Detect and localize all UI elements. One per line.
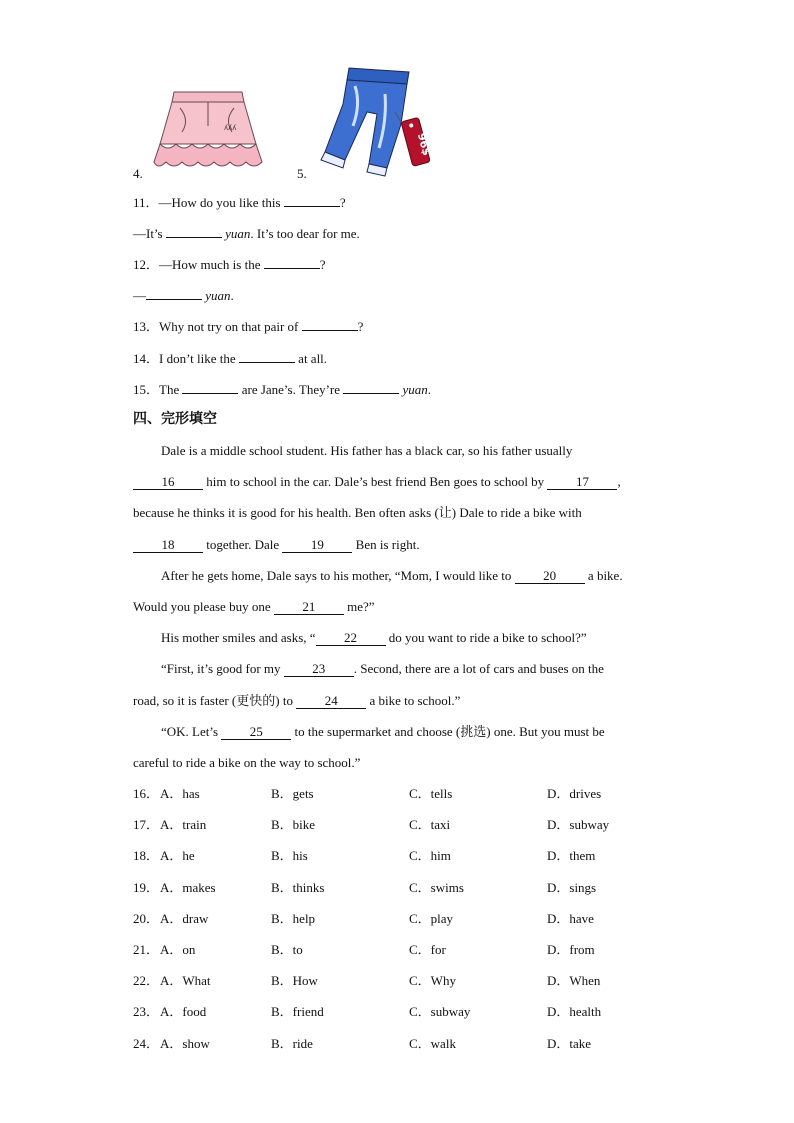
option-number: 16．	[133, 786, 160, 801]
passage-line-1: Dale is a middle school student. His father has a black car, so his father usually	[161, 443, 573, 458]
question-12-reply: — yuan.	[133, 288, 234, 303]
cloze-blank-18[interactable]: 18	[133, 538, 203, 553]
passage-line-4: 18 together. Dale 19 Ben is right.	[133, 537, 420, 553]
option-b[interactable]: B．his	[271, 848, 308, 863]
option-b[interactable]: B．help	[271, 911, 316, 926]
passage-line-6: Would you please buy one 21 me?”	[133, 599, 375, 614]
option-c[interactable]: C．taxi	[409, 817, 451, 832]
option-d[interactable]: D．drives	[547, 786, 602, 801]
section-heading: 四、完形填空	[133, 411, 217, 427]
option-b[interactable]: B．to	[271, 942, 303, 957]
option-a[interactable]: A．show	[160, 1036, 210, 1051]
picture-label-5: 5.	[297, 166, 307, 181]
answer-blank[interactable]	[302, 317, 358, 331]
answer-blank[interactable]	[146, 286, 202, 300]
option-a[interactable]: A．makes	[160, 880, 216, 895]
option-number: 19．	[133, 880, 160, 895]
passage-line-2: 16 him to school in the car. Dale’s best friend Ben goes to school by 17 ,	[133, 474, 621, 490]
price-tag-text: 96$	[414, 131, 434, 158]
answer-blank[interactable]	[182, 380, 238, 394]
cloze-blank-16[interactable]: 16	[133, 475, 203, 490]
cloze-blank-25[interactable]: 25	[221, 725, 291, 740]
passage-line-3: because he thinks it is good for his health. Ben often asks (让) Dale to ride a bike with	[133, 505, 582, 520]
option-c[interactable]: C．play	[409, 911, 454, 926]
passage-line-7: His mother smiles and asks, “ 22 do you want to ride a bike to school?”	[161, 630, 587, 645]
skirt-illustration	[150, 86, 268, 172]
option-number: 22．	[133, 973, 160, 988]
cloze-blank-21[interactable]: 21	[274, 600, 344, 615]
option-a[interactable]: A．What	[160, 973, 211, 988]
option-d[interactable]: D．When	[547, 973, 601, 988]
option-b[interactable]: B．friend	[271, 1004, 324, 1019]
option-b[interactable]: B．gets	[271, 786, 314, 801]
option-number: 23．	[133, 1004, 160, 1019]
passage-line-10: “OK. Let’s 25 to the supermarket and choose (挑选) one. But you must be	[161, 724, 605, 739]
answer-blank[interactable]	[264, 255, 320, 269]
option-c[interactable]: C．him	[409, 848, 451, 863]
option-a[interactable]: A．food	[160, 1004, 207, 1019]
option-a[interactable]: A．has	[160, 786, 200, 801]
answer-blank[interactable]	[343, 380, 399, 394]
question-11-reply: —It’s yuan. It’s too dear for me.	[133, 226, 360, 241]
option-a[interactable]: A．draw	[160, 911, 209, 926]
passage-line-5: After he gets home, Dale says to his mother, “Mom, I would like to 20 a bike.	[161, 568, 623, 583]
option-d[interactable]: D．have	[547, 911, 594, 926]
option-c[interactable]: C．tells	[409, 786, 453, 801]
option-c[interactable]: C．Why	[409, 973, 456, 988]
option-d[interactable]: D．them	[547, 848, 596, 863]
passage-line-11: careful to ride a bike on the way to school.”	[133, 755, 361, 770]
option-d[interactable]: D．sings	[547, 880, 597, 895]
option-number: 24．	[133, 1036, 160, 1051]
option-number: 20．	[133, 911, 160, 926]
cloze-blank-22[interactable]: 22	[316, 631, 386, 646]
jeans-illustration	[315, 64, 434, 180]
cloze-blank-17[interactable]: 17	[547, 475, 617, 490]
option-d[interactable]: D．subway	[547, 817, 610, 832]
option-number: 18．	[133, 848, 160, 863]
option-b[interactable]: B．bike	[271, 817, 316, 832]
option-c[interactable]: C．swims	[409, 880, 464, 895]
option-number: 17．	[133, 817, 160, 832]
option-c[interactable]: C．walk	[409, 1036, 456, 1051]
question-13: 13．Why not try on that pair of ?	[133, 319, 364, 334]
cloze-blank-19[interactable]: 19	[282, 538, 352, 553]
question-15: 15．The are Jane’s. They’re yuan.	[133, 382, 432, 397]
option-b[interactable]: B．ride	[271, 1036, 313, 1051]
option-c[interactable]: C．subway	[409, 1004, 471, 1019]
picture-label-4: 4.	[133, 166, 143, 181]
option-a[interactable]: A．train	[160, 817, 207, 832]
option-b[interactable]: B．How	[271, 973, 318, 988]
option-number: 21．	[133, 942, 160, 957]
option-c[interactable]: C．for	[409, 942, 446, 957]
option-a[interactable]: A．on	[160, 942, 196, 957]
cloze-blank-24[interactable]: 24	[296, 694, 366, 709]
cloze-blank-23[interactable]: 23	[284, 662, 354, 677]
option-d[interactable]: D．health	[547, 1004, 602, 1019]
option-d[interactable]: D．from	[547, 942, 595, 957]
passage-line-9: road, so it is faster (更快的) to 24 a bike to school.”	[133, 693, 461, 708]
passage-line-8: “First, it’s good for my 23 . Second, there are a lot of cars and buses on the	[161, 661, 604, 676]
svg-text:ʎʎʎ: ʎʎʎ	[224, 124, 237, 132]
answer-blank[interactable]	[166, 224, 222, 238]
question-12: 12．—How much is the ?	[133, 257, 326, 272]
option-d[interactable]: D．take	[547, 1036, 592, 1051]
question-14: 14．I don’t like the at all.	[133, 351, 328, 366]
answer-blank[interactable]	[239, 349, 295, 363]
option-b[interactable]: B．thinks	[271, 880, 325, 895]
cloze-blank-20[interactable]: 20	[515, 569, 585, 584]
option-a[interactable]: A．he	[160, 848, 195, 863]
question-11: 11．—How do you like this ?	[133, 195, 346, 210]
answer-blank[interactable]	[284, 193, 340, 207]
